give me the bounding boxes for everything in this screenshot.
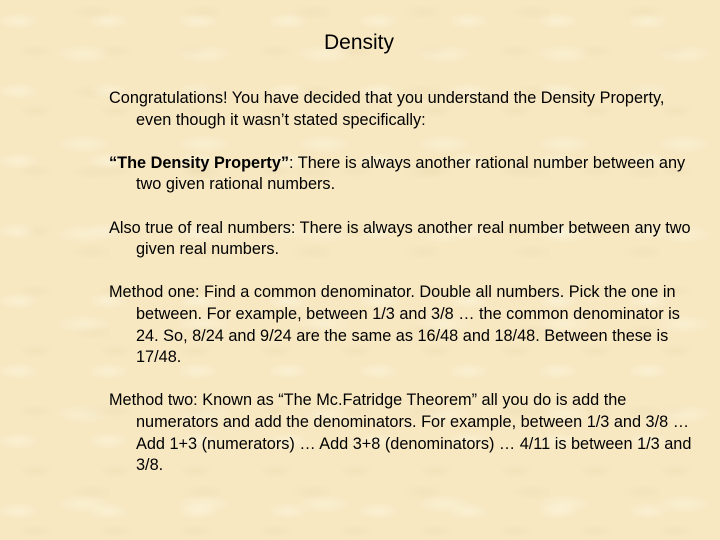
density-property-definition: : There is always another rational number between any two given rational numbers. bbox=[136, 153, 686, 194]
paragraph-method-one-text: Method one: Find a common denominator. Double all numbers. Pick the one in between. For example, between 1/3 and 3/8 … the common denominator is 24. So, 8/24 and 9/24 are the same as 16/48 and 18/48. Between these is 17/48. bbox=[109, 283, 680, 367]
slide-body bbox=[109, 88, 699, 498]
paragraph-intro-text: Congratulations! You have decided that you understand the Density Property, even though it wasn’t stated specifically: bbox=[109, 89, 665, 129]
paragraph-method-two bbox=[109, 390, 699, 476]
paragraph-real-numbers-text: Also true of real numbers: There is always another real number between any two given real numbers. bbox=[109, 218, 691, 259]
paragraph-method-two-text: Method two: Known as “The Mc.Fatridge Theorem” all you do is add the numerators and add the denominators. For example, between 1/3 and 3/8 … Add 1+3 (numerators) … Add 3+8 (denominators) … 4/11 is between 1/3 and 3/8. bbox=[109, 391, 692, 475]
paragraph-density-property bbox=[109, 153, 699, 196]
paragraph-method-one bbox=[109, 282, 699, 368]
paragraph-intro bbox=[109, 88, 699, 131]
slide-title: Density bbox=[323, 31, 395, 54]
density-property-term: “The Density Property” bbox=[109, 153, 290, 172]
paragraph-real-numbers bbox=[109, 218, 699, 261]
